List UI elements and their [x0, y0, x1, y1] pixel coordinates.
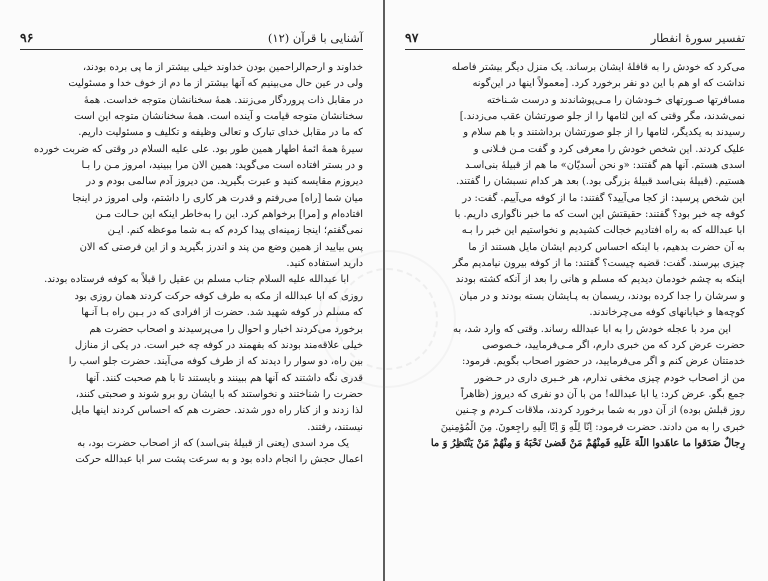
text-line: ولی در عین حال می‌بینیم که آنها بیشتر از ما دم از خوف خدا و مسئولیت: [68, 78, 363, 90]
watermark-seal: [318, 250, 456, 388]
text-line: که مسلم در کوفه شهید شد. حضرت از افرادی که در بـین راه بـا آنـها: [81, 307, 363, 319]
text-line: افتاده‌ام و [مرا] برخواهم کرد. این را به‌خاطر اینکه این حـالت مـن: [95, 209, 363, 221]
text-line: خبری را به من دادند. حضرت فرمود: اِنّا لِلّٰهِ وَ اِنّا اِلَیهِ راجِعونَ. مِنَ الْمُؤمِنینَ: [440, 421, 745, 433]
text-line: و در بستر افتاده است می‌گوید: همین الان مرا ببینید، امروز مـن را بـا: [81, 160, 363, 172]
text-line: جمع بگو. عرض کرد: یا ابا عبدالله! من با آن دو نفری که دیروز (ظاهراً: [460, 388, 745, 400]
text-line: سیرهٔ همهٔ ائمهٔ اطهار همین طور بود. علی علیه السلام در وقتی که ضربت خورده: [33, 143, 363, 155]
text-line: چیزی بپرسند. گفت: قضیه چیست؟ گفتند: ما از کوفه بیرون نیامدیم مگر: [452, 258, 745, 270]
watermark-seal-ring: [336, 268, 438, 370]
text-line: خداوند و ارحم‌الراحمین بودن خداوند خیلی بیشتر از ما پی برده بودند،: [82, 62, 363, 73]
left-page-number: ۹۶: [20, 30, 34, 45]
text-line: ابا عبدالله که به راه افتادیم خجالت کشیدیم و نخواستیم این خبر را بـه: [461, 225, 745, 237]
text-line: این شخص پرسید: از کجا می‌آیید؟ گفتند: ما از کوفه می‌آییم. گفت: در: [462, 192, 745, 204]
right-body-text: [405, 60, 745, 452]
text-line: و سرشان را جدا کرده بودند، ریسمان به پـایشان بسته بودند و در میان: [459, 290, 745, 302]
text-line: می‌کرد که خودش را به قافلهٔ ایشان برساند. یک منزل دیگر بیشتر فاصله: [451, 62, 745, 73]
text-line: دیروزم مقایسه کنید و عبرت بگیرید. من دیروز آدم سالمی بودم و در: [86, 176, 363, 188]
text-line: دارید استفاده کنید.: [286, 258, 363, 270]
text-line: روزی که ابا عبدالله از مکه به طرف کوفه حرکت کردند همان روزی بود: [74, 290, 363, 302]
text-line: که ما در مقابل خدای تبارک و تعالی وظیفه و تکلیف و مسئولیت داریم.: [78, 127, 363, 139]
text-line: خیلی علاقه‌مند بودند که بفهمند در کوفه چه خبر است. در یکی از منازل: [74, 339, 363, 351]
text-line: یک مرد اسدی (یعنی از قبیلهٔ بنی‌اسد) که از اصحاب حضرت بود، به: [77, 437, 349, 449]
text-line: نداشت که او هم با این دو نفر برخورد کرد. [معمولاً اینها در این‌گونه: [472, 78, 745, 90]
text-line: اینکه به چشم خودمان دیدیم که مسلم و هانی را بعد از آنکه کشته بودند: [455, 274, 745, 286]
right-header: [405, 30, 745, 46]
text-line: بین راه، دو سوار را دیدند که از طرف کوفه می‌آیند. حضرت جلو اسب را: [68, 356, 363, 368]
text-line: به آن حضرت بدهیم، با اینکه احساس کردیم ایشان مایل هستند از ما: [468, 241, 745, 253]
text-line: حضرت عرض کرد که من خبری دارم، اگر مـی‌فرمایید، خـصوصی: [482, 339, 745, 351]
left-header: [20, 30, 363, 46]
right-header-rule: [405, 49, 745, 50]
right-page-number: ۹۷: [405, 30, 419, 45]
text-line: برخورد می‌کردند اخبار و احوال را می‌پرسیدند و اصحاب حضرت هم: [89, 323, 363, 335]
text-line: رسیدند به یکدیگر، لثامها را از جلو صورتشان برداشتند و با هم سلام و: [463, 127, 745, 139]
right-running-title: تفسیر سورهٔ انفطار: [650, 31, 745, 45]
left-header-rule: [20, 49, 363, 50]
text-line: در مقابل ذات پروردگار می‌زنند. همهٔ سخنانشان متوجه خداست. همهٔ: [83, 94, 363, 106]
text-line: خدمتتان عرض کنم و اگر می‌فرمایید، در حضور اصحاب بگویم. فرمود:: [461, 356, 745, 368]
text-line: قدری نگه داشتند که آنها هم ببینند و بایستند تا با هم صحبت کنند. آنها: [85, 372, 363, 384]
text-line: اعمال حجش را انجام داده بود و به سرعت پشت سر ابا عبدالله حرکت: [75, 454, 363, 466]
text-line: هستیم. (قبیلهٔ بنی‌اسد قبیلهٔ بزرگی بود.) بعد هر کدام نسبشان را گفتند.: [455, 176, 745, 188]
left-body-text: [20, 60, 363, 469]
text-line: اسدی هستم. آنها هم گفتند: «و نحن أسدیّان» ما هم از قبیلهٔ بنی‌اسـد: [465, 160, 745, 172]
text-line: نیستند، رفتند.: [307, 421, 363, 433]
text-line: نمی‌شدند، مگر وقتی که این لثامها را از جلو صورتشان عقب می‌زدند.]: [459, 111, 745, 123]
text-line: ابا عبدالله علیه السلام جناب مسلم بن عقیل را قبلاً به کوفه فرستاده بودند.: [44, 274, 349, 286]
text-line: مسافرتها صـورتهای خـودشان را مـی‌پوشاندند و درست شـناخته: [486, 94, 745, 106]
text-line: لذا زدند و از کنار راه دور شدند. حضرت هم که احساس کردند اینها مایل: [71, 405, 363, 417]
text-line: من از اصحاب خودم چیزی مخفی ندارم، هر خـبری داری در حـضور: [474, 372, 745, 384]
text-line: کوفه چه خبر بود؟ گفتند: حقیقتش این است که ما خبر ناگواری داریم. با: [454, 209, 745, 221]
left-running-title: آشنایی با قرآن (۱۲): [267, 31, 363, 45]
text-line: میان شما [راه] می‌رفتم و قدرت هر کاری را داشتم، ولی امروز در اینجا: [72, 192, 363, 204]
text-line: نمی‌گفتم؛ اینجا زمینه‌ای پیدا کردم که بـه شما موعظه کنم. ایـن: [107, 225, 363, 237]
text-line: علیک کردند. این شخص خودش را معرفی کرد و گفت مـن فـلانی و: [473, 143, 745, 155]
text-line: پس بیایید از همین وضع من پند و اندرز بگیرید و از این فرصتی که الان: [79, 241, 363, 253]
text-line: سخنانشان متوجه قیامت و آینده است. همهٔ سخنانشان متوجه این است: [74, 111, 363, 123]
text-line: روز قبلش بوده) از آن دور به شما برخورد کردند، ملاقات کـردم و چـنین: [455, 405, 745, 417]
text-line: این مرد با عجله خودش را به ابا عبدالله رساند. وقتی که وارد شد، به: [453, 323, 731, 335]
text-line: کوچه‌ها و خیابانهای کوفه می‌چرخاندند.: [589, 307, 745, 319]
verse-line: رِجالٌ صَدَقوا ما عاهَدوا اللّٰهَ عَلَیهِ فَمِنْهُمْ مَنْ قَضیٰ نَحْبَهُ وَ مِنْهُمْ مَنْ یَنْتَظِرُ وَ ما: [430, 437, 745, 449]
text-line: حضرت را شناختند و نخواستند که با ایشان رو برو شوند و صحبتی کنند،: [75, 388, 363, 400]
